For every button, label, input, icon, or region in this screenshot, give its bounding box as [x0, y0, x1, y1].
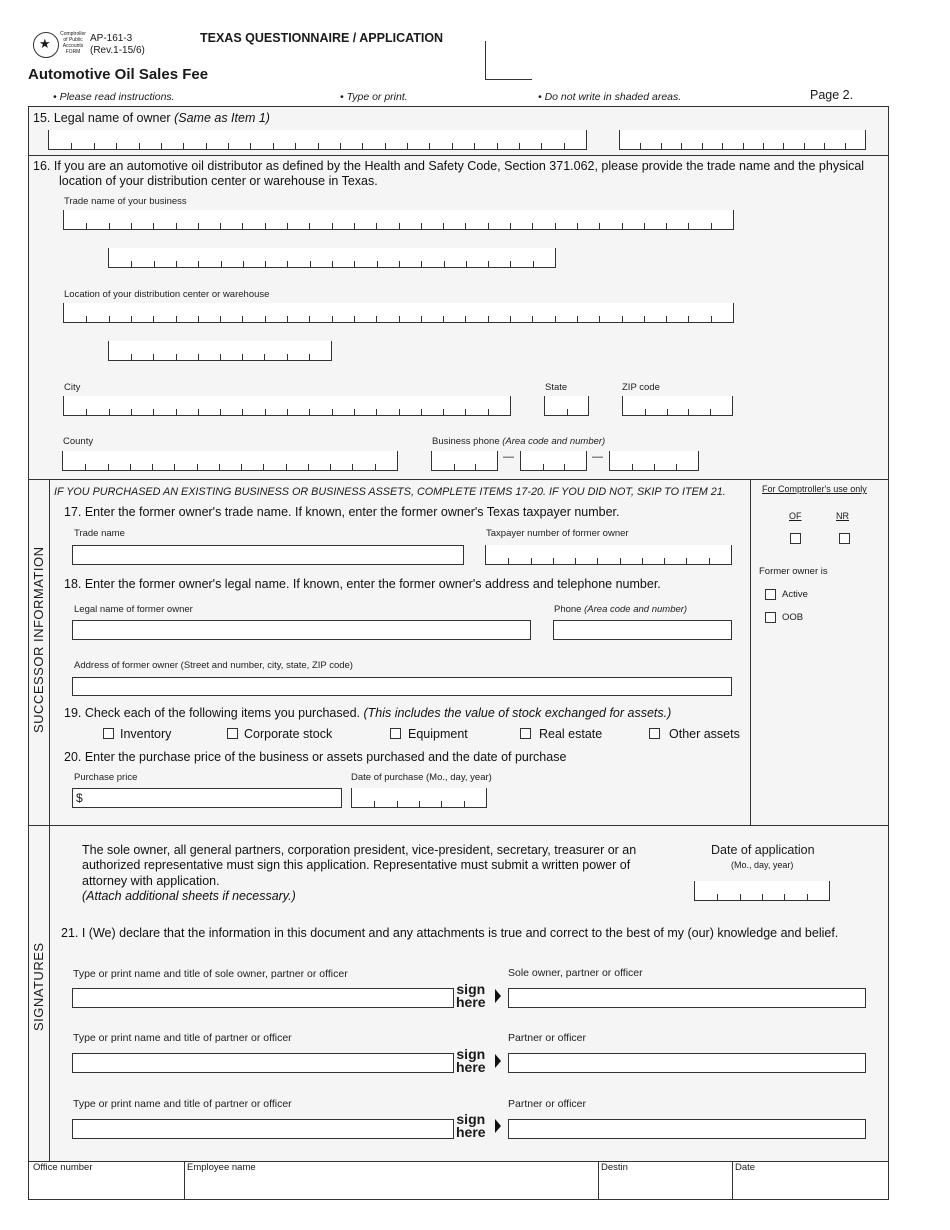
cell-tick: [131, 409, 132, 415]
cell-tick: [599, 316, 600, 322]
purchase-price-label: Purchase price: [74, 772, 138, 783]
cell-tick: [475, 464, 476, 470]
cell-tick: [131, 261, 132, 267]
cell-tick: [686, 558, 687, 564]
instruction-shaded: • Do not write in shaded areas.: [538, 91, 682, 103]
cell-tick: [385, 143, 386, 149]
cell-tick: [109, 316, 110, 322]
comptroller-use-title: For Comptroller's use only: [762, 484, 867, 494]
cell-tick: [429, 143, 430, 149]
former-address-field[interactable]: [72, 677, 732, 696]
cell-tick: [519, 143, 520, 149]
cell-tick: [352, 464, 353, 470]
cell-tick: [666, 223, 667, 229]
star-icon: ★: [39, 36, 51, 51]
real-estate-label: Real estate: [539, 727, 603, 741]
other-assets-label: Other assets: [669, 727, 740, 741]
cell-tick: [86, 223, 87, 229]
cell-tick: [644, 223, 645, 229]
cell-tick: [564, 464, 565, 470]
location-field-2[interactable]: [108, 341, 332, 361]
cell-tick: [399, 261, 400, 267]
cell-tick: [308, 464, 309, 470]
cell-tick: [287, 354, 288, 360]
signatures-intro-4: (Attach additional sheets if necessary.): [82, 889, 296, 903]
cell-tick: [176, 261, 177, 267]
cell-tick: [642, 558, 643, 564]
cell-tick: [220, 316, 221, 322]
cell-tick: [488, 261, 489, 267]
cell-tick: [465, 223, 466, 229]
city-label: City: [64, 382, 81, 393]
instruction-read: • Please read instructions.: [53, 91, 175, 103]
cell-tick: [421, 316, 422, 322]
cell-tick: [421, 261, 422, 267]
cell-tick: [242, 223, 243, 229]
cell-tick: [676, 464, 677, 470]
cell-tick: [153, 316, 154, 322]
cell-tick: [243, 261, 244, 267]
row3-name-label: Type or print name and title of partner or officer: [73, 1098, 292, 1110]
cell-tick: [443, 223, 444, 229]
cell-tick: [632, 464, 633, 470]
cell-tick: [488, 223, 489, 229]
corporate-stock-label: Corporate stock: [244, 727, 333, 741]
cell-tick: [176, 354, 177, 360]
cell-tick: [354, 316, 355, 322]
cell-tick: [466, 261, 467, 267]
former-trade-name-label: Trade name: [74, 528, 125, 539]
row2-signature-label: Partner or officer: [508, 1032, 587, 1044]
cell-tick: [711, 316, 712, 322]
application-date-sublabel: (Mo., day, year): [731, 860, 794, 870]
cell-tick: [711, 223, 712, 229]
cell-tick: [622, 223, 623, 229]
phone-line-field[interactable]: [609, 451, 699, 471]
cell-tick: [533, 261, 534, 267]
cell-tick: [577, 316, 578, 322]
footer-employee-label: Employee name: [187, 1162, 256, 1173]
row1-signature-label: Sole owner, partner or officer: [508, 967, 643, 979]
cell-tick: [86, 409, 87, 415]
form-number: AP-161-3: [90, 33, 133, 44]
cell-tick: [198, 261, 199, 267]
cell-tick: [532, 316, 533, 322]
cell-tick: [407, 143, 408, 149]
row1-name-label: Type or print name and title of sole owner, partner or officer: [73, 968, 348, 980]
cell-tick: [488, 409, 489, 415]
cell-tick: [717, 894, 718, 900]
cell-tick: [709, 558, 710, 564]
cell-tick: [376, 316, 377, 322]
row1-sign-arrow-icon: [495, 989, 501, 1003]
cell-tick: [161, 143, 162, 149]
of-checkbox[interactable]: [790, 533, 801, 544]
cell-tick: [762, 894, 763, 900]
state-label: State: [545, 382, 568, 393]
row2-name-label: Type or print name and title of partner or officer: [73, 1032, 292, 1044]
purchase-date-label: Date of purchase (Mo., day, year): [351, 772, 492, 783]
cell-tick: [454, 464, 455, 470]
cell-tick: [310, 261, 311, 267]
cell-tick: [376, 223, 377, 229]
former-phone-field[interactable]: [553, 620, 732, 640]
equipment-checkbox[interactable]: [390, 728, 401, 739]
former-legal-name-label: Legal name of former owner: [74, 604, 193, 615]
cell-tick: [131, 316, 132, 322]
cell-tick: [375, 464, 376, 470]
cell-tick: [265, 316, 266, 322]
row3-sign-arrow-icon: [495, 1119, 501, 1133]
taxpayer-number-field[interactable]: [485, 545, 732, 565]
cell-tick: [86, 316, 87, 322]
cell-tick: [577, 223, 578, 229]
cell-tick: [555, 316, 556, 322]
cell-tick: [197, 464, 198, 470]
cell-tick: [198, 354, 199, 360]
cell-tick: [374, 801, 375, 807]
cell-tick: [510, 316, 511, 322]
trade-name-label: Trade name of your business: [64, 196, 187, 207]
cell-tick: [287, 316, 288, 322]
nr-checkbox[interactable]: [839, 533, 850, 544]
row2-signature-field[interactable]: [508, 1053, 866, 1073]
cell-tick: [531, 558, 532, 564]
application-date-field[interactable]: [694, 881, 830, 901]
cell-tick: [242, 316, 243, 322]
purchase-price-field[interactable]: [72, 788, 342, 808]
signatures-intro-2: authorized representative must sign this application. Representative must submit a written power of: [82, 858, 631, 872]
cell-tick: [783, 143, 784, 149]
row1-sign-here: sign here: [456, 981, 486, 1010]
phone-prefix-field[interactable]: [520, 451, 587, 471]
cell-tick: [354, 409, 355, 415]
successor-side-divider: [49, 479, 50, 826]
cell-tick: [464, 801, 465, 807]
row2-sign-arrow-icon: [495, 1054, 501, 1068]
former-phone-label: Phone (Area code and number): [554, 604, 688, 615]
signatures-side-divider: [49, 825, 50, 1162]
cell-tick: [265, 223, 266, 229]
cell-tick: [309, 223, 310, 229]
cell-tick: [421, 223, 422, 229]
county-field[interactable]: [62, 451, 398, 471]
cell-tick: [198, 409, 199, 415]
footer-office-label: Office number: [33, 1162, 93, 1173]
cell-tick: [221, 261, 222, 267]
cell-tick: [265, 409, 266, 415]
cell-tick: [206, 143, 207, 149]
application-date-label: Date of application: [711, 843, 815, 857]
cell-tick: [287, 261, 288, 267]
cell-tick: [488, 316, 489, 322]
cell-tick: [354, 261, 355, 267]
inventory-label: Inventory: [120, 727, 172, 741]
cell-tick: [763, 143, 764, 149]
cell-tick: [444, 261, 445, 267]
cell-tick: [332, 223, 333, 229]
cell-tick: [441, 801, 442, 807]
row2-name-field[interactable]: [72, 1053, 454, 1073]
former-address-label: Address of former owner (Street and number, city, state, ZIP code): [74, 660, 353, 671]
cell-tick: [397, 801, 398, 807]
equipment-label: Equipment: [408, 727, 468, 741]
item20-question: 20. Enter the purchase price of the business or assets purchased and the date of purchase: [64, 750, 567, 764]
cell-tick: [263, 464, 264, 470]
cell-tick: [109, 409, 110, 415]
zip-field[interactable]: [622, 396, 733, 416]
cell-tick: [667, 409, 668, 415]
cell-tick: [474, 143, 475, 149]
cell-tick: [332, 409, 333, 415]
cell-tick: [287, 409, 288, 415]
cell-tick: [666, 316, 667, 322]
cell-tick: [743, 143, 744, 149]
cell-tick: [71, 143, 72, 149]
comptroller-divider: [750, 479, 751, 826]
business-phone-label: Business phone (Area code and number): [432, 436, 606, 447]
location-field-1[interactable]: [63, 303, 734, 323]
signatures-side-label: SIGNATURES: [31, 942, 46, 1031]
cell-tick: [330, 464, 331, 470]
cell-tick: [242, 354, 243, 360]
cell-tick: [532, 223, 533, 229]
cell-tick: [661, 143, 662, 149]
cell-tick: [740, 894, 741, 900]
row3-sign-here: sign here: [456, 1111, 486, 1140]
cell-tick: [131, 223, 132, 229]
comptroller-seal: [33, 32, 59, 58]
successor-side-label: SUCCESSOR INFORMATION: [31, 546, 46, 733]
cell-tick: [722, 143, 723, 149]
cell-tick: [176, 223, 177, 229]
row1-name-field[interactable]: [72, 988, 454, 1008]
cell-tick: [399, 316, 400, 322]
oob-label: OOB: [782, 612, 804, 623]
cell-tick: [286, 464, 287, 470]
location-label: Location of your distribution center or warehouse: [64, 289, 270, 300]
signatures-intro-1: The sole owner, all general partners, corporation president, vice-president, secretary, treasurer or an: [82, 843, 637, 857]
item16-question-line2: location of your distribution center or warehouse in Texas.: [59, 174, 378, 188]
item16-question: 16. If you are an automotive oil distributor as defined by the Health and Safety Code, Section 371.062, please provide the trade name and the physical: [33, 159, 865, 173]
form-revision: (Rev.1-15/6): [90, 45, 145, 56]
cell-tick: [176, 316, 177, 322]
oob-checkbox[interactable]: [765, 612, 776, 623]
cell-tick: [265, 261, 266, 267]
cell-tick: [153, 409, 154, 415]
trade-name-field-2[interactable]: [108, 248, 556, 268]
row2-sign-here: sign here: [456, 1046, 486, 1075]
cell-tick: [688, 409, 689, 415]
footer-date-label: Date: [735, 1162, 756, 1173]
cell-tick: [824, 143, 825, 149]
cell-tick: [399, 409, 400, 415]
cell-tick: [108, 464, 109, 470]
item15-label: 15. Legal name of owner (Same as Item 1): [33, 111, 270, 125]
cell-tick: [377, 261, 378, 267]
former-legal-name-field[interactable]: [72, 620, 531, 640]
cell-tick: [85, 464, 86, 470]
cell-tick: [784, 894, 785, 900]
owner-id-field[interactable]: [619, 130, 866, 150]
cell-tick: [804, 143, 805, 149]
cell-tick: [309, 409, 310, 415]
cell-tick: [219, 464, 220, 470]
cell-tick: [664, 558, 665, 564]
cell-tick: [295, 143, 296, 149]
cell-tick: [273, 143, 274, 149]
dollar-sign: $: [76, 791, 83, 805]
real-estate-checkbox[interactable]: [520, 728, 531, 739]
cell-tick: [443, 409, 444, 415]
active-checkbox[interactable]: [765, 589, 776, 600]
cell-tick: [362, 143, 363, 149]
cell-tick: [597, 558, 598, 564]
cell-tick: [688, 223, 689, 229]
cell-tick: [620, 558, 621, 564]
cell-tick: [198, 316, 199, 322]
form-subtitle: Automotive Oil Sales Fee: [28, 66, 209, 83]
cell-tick: [94, 143, 95, 149]
instruction-type: • Type or print.: [340, 91, 408, 103]
cell-tick: [242, 409, 243, 415]
cell-tick: [152, 464, 153, 470]
cell-tick: [575, 558, 576, 564]
active-label: Active: [782, 589, 808, 600]
row3-name-field[interactable]: [72, 1119, 454, 1139]
cell-tick: [543, 464, 544, 470]
cell-tick: [376, 409, 377, 415]
taxpayer-number-label: Taxpayer number of former owner: [486, 528, 629, 539]
corporate-stock-checkbox[interactable]: [227, 728, 238, 739]
cell-tick: [220, 354, 221, 360]
cell-tick: [332, 261, 333, 267]
other-assets-checkbox[interactable]: [649, 728, 660, 739]
cell-tick: [130, 464, 131, 470]
cell-tick: [176, 409, 177, 415]
cell-tick: [640, 143, 641, 149]
cell-tick: [622, 316, 623, 322]
cell-tick: [264, 354, 265, 360]
cell-tick: [443, 316, 444, 322]
phone-dash-2: —: [592, 451, 603, 463]
footer-destin-label: Destin: [601, 1162, 628, 1173]
nr-label: NR: [836, 511, 849, 521]
signatures-intro-3: attorney with application.: [82, 874, 220, 888]
cell-tick: [510, 223, 511, 229]
cell-tick: [399, 223, 400, 229]
cell-tick: [139, 143, 140, 149]
cell-tick: [220, 223, 221, 229]
cell-tick: [153, 354, 154, 360]
cell-tick: [220, 409, 221, 415]
phone-dash-1: —: [503, 451, 514, 463]
former-owner-label: Former owner is: [759, 566, 828, 577]
cell-tick: [318, 143, 319, 149]
corner-mark: [485, 41, 532, 80]
footer-date-cell[interactable]: [732, 1161, 889, 1200]
cell-tick: [564, 143, 565, 149]
cell-tick: [354, 223, 355, 229]
purchase-date-field[interactable]: [351, 788, 487, 808]
state-field[interactable]: [544, 396, 589, 416]
city-field[interactable]: [63, 396, 511, 416]
phone-area-field[interactable]: [431, 451, 498, 471]
county-label: County: [63, 436, 94, 447]
cell-tick: [845, 143, 846, 149]
cell-tick: [116, 143, 117, 149]
item19-question: 19. Check each of the following items you purchased. (This includes the value of stock exchanged for assets.): [64, 706, 672, 720]
former-trade-name-field[interactable]: [72, 545, 464, 565]
cell-tick: [153, 223, 154, 229]
inventory-checkbox[interactable]: [103, 728, 114, 739]
cell-tick: [567, 409, 568, 415]
cell-tick: [510, 261, 511, 267]
cell-tick: [807, 894, 808, 900]
cell-tick: [465, 316, 466, 322]
cell-tick: [702, 143, 703, 149]
cell-tick: [645, 409, 646, 415]
cell-tick: [183, 143, 184, 149]
cell-tick: [553, 558, 554, 564]
zip-label: ZIP code: [622, 382, 660, 393]
item21-declaration: 21. I (We) declare that the information in this document and any attachments is true and correct to the best of my (our) knowledge and belief.: [61, 926, 839, 940]
page-number: Page 2.: [810, 88, 854, 102]
cell-tick: [309, 354, 310, 360]
owner-name-field[interactable]: [48, 130, 587, 150]
successor-instruction: IF YOU PURCHASED AN EXISTING BUSINESS OR BUSINESS ASSETS, COMPLETE ITEMS 17-20. IF YOU DID NOT, SKIP TO ITEM 21.: [54, 486, 726, 498]
seal-text: Comptroller of Public Accounts FORM: [60, 31, 86, 55]
cell-tick: [241, 464, 242, 470]
cell-tick: [421, 409, 422, 415]
cell-tick: [644, 316, 645, 322]
cell-tick: [497, 143, 498, 149]
cell-tick: [452, 143, 453, 149]
cell-tick: [541, 143, 542, 149]
row3-signature-label: Partner or officer: [508, 1098, 587, 1110]
cell-tick: [419, 801, 420, 807]
item18-question: 18. Enter the former owner's legal name. If known, enter the former owner's address and telephone number.: [64, 577, 661, 591]
cell-tick: [681, 143, 682, 149]
cell-tick: [340, 143, 341, 149]
cell-tick: [131, 354, 132, 360]
cell-tick: [599, 223, 600, 229]
cell-tick: [174, 464, 175, 470]
cell-tick: [309, 316, 310, 322]
item17-question: 17. Enter the former owner's trade name. If known, enter the former owner's Texas taxpayer number.: [64, 505, 620, 519]
cell-tick: [508, 558, 509, 564]
cell-tick: [688, 316, 689, 322]
cell-tick: [287, 223, 288, 229]
row3-signature-field[interactable]: [508, 1119, 866, 1139]
cell-tick: [555, 223, 556, 229]
cell-tick: [654, 464, 655, 470]
cell-tick: [228, 143, 229, 149]
cell-tick: [465, 409, 466, 415]
of-label: OF: [789, 511, 802, 521]
form-title: TEXAS QUESTIONNAIRE / APPLICATION: [200, 31, 444, 45]
cell-tick: [250, 143, 251, 149]
trade-name-field-1[interactable]: [63, 210, 734, 230]
cell-tick: [332, 316, 333, 322]
row1-signature-field[interactable]: [508, 988, 866, 1008]
cell-tick: [109, 223, 110, 229]
cell-tick: [198, 223, 199, 229]
cell-tick: [710, 409, 711, 415]
cell-tick: [154, 261, 155, 267]
